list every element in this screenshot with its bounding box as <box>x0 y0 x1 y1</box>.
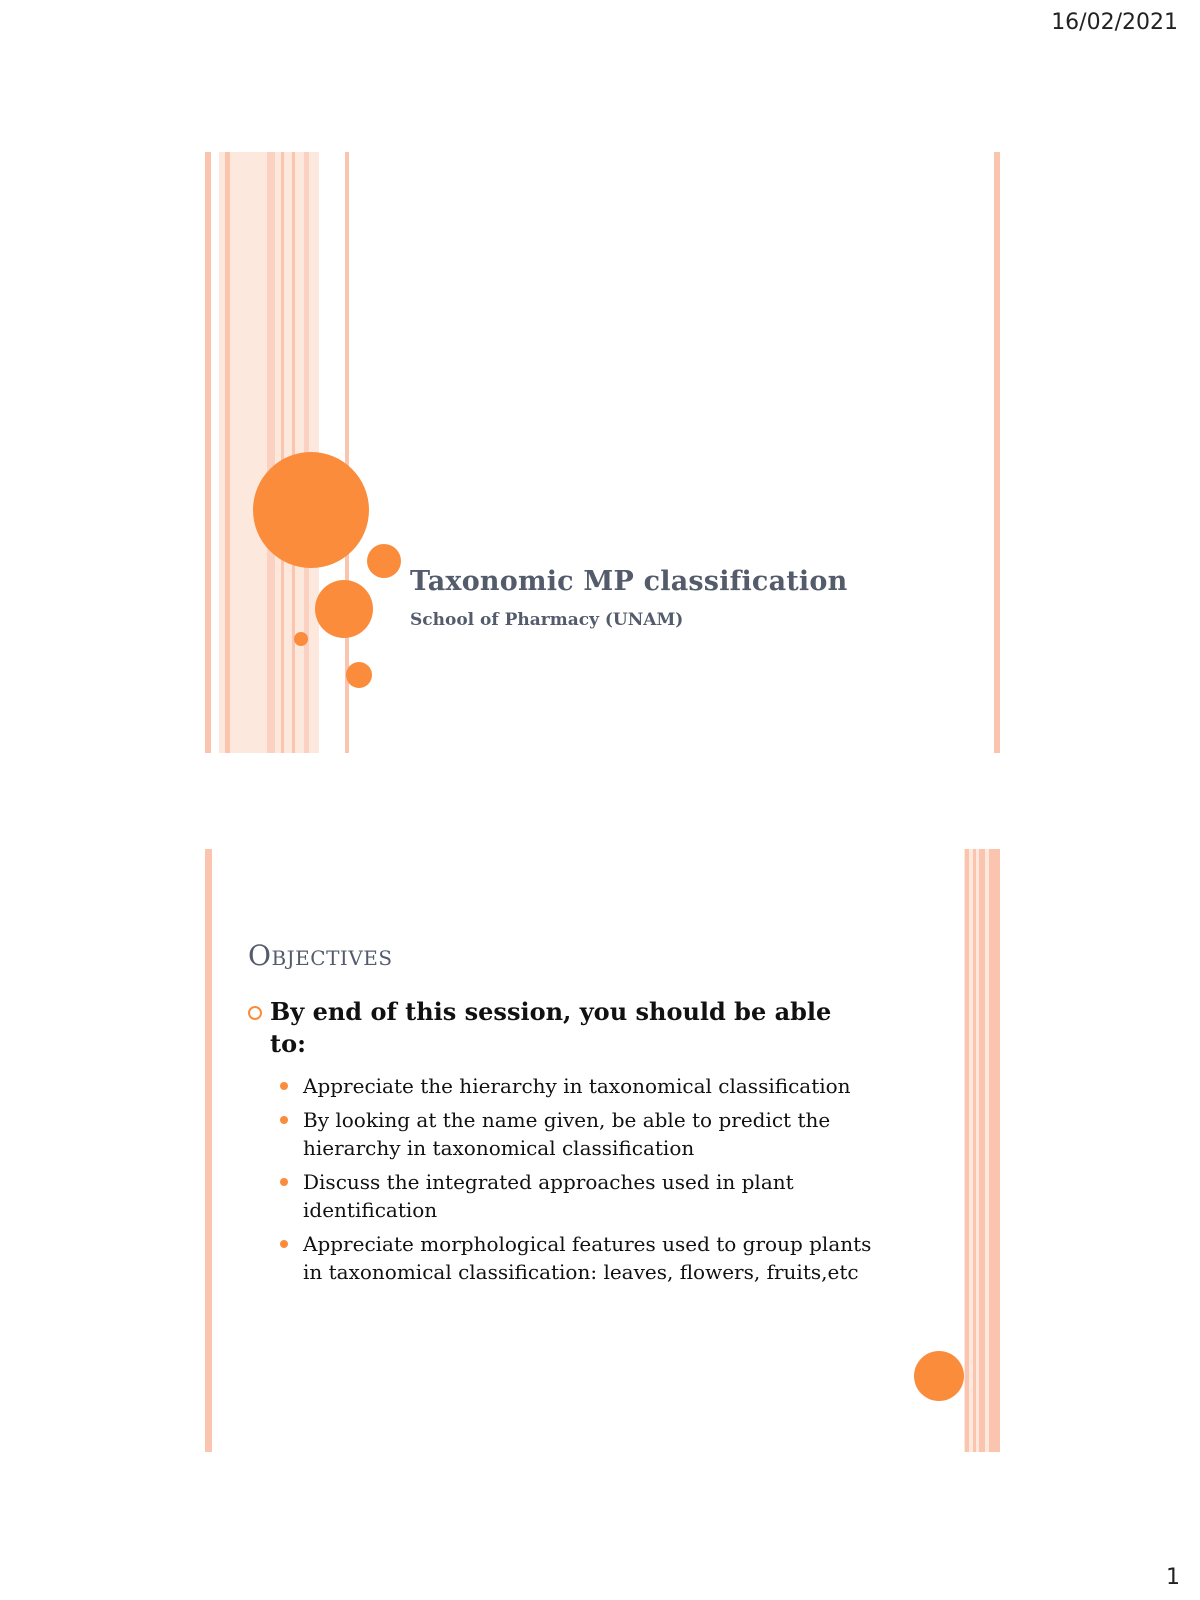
page-number: 1 <box>1166 1565 1180 1590</box>
dot-bullet-icon <box>280 1116 288 1124</box>
decor-circle-large <box>253 452 369 568</box>
ring-bullet-icon <box>248 1006 262 1020</box>
slide-title: Taxonomic MP classification <box>410 566 848 597</box>
decor-circle <box>914 1351 964 1401</box>
decor-circle <box>346 662 372 688</box>
slide-title: Objectives <box>248 939 393 972</box>
slide-subtitle: School of Pharmacy (UNAM) <box>410 610 684 630</box>
list-item <box>280 1230 880 1286</box>
decor-circle <box>294 632 308 646</box>
slide-2-thumbnail <box>205 849 1000 1452</box>
decor-stripe <box>979 849 985 1452</box>
dot-bullet-icon <box>280 1240 288 1248</box>
decor-stripe <box>965 849 969 1452</box>
decor-stripe <box>292 152 295 753</box>
decor-stripe <box>973 849 976 1452</box>
list-item-text: By looking at the name given, be able to predict the hierarchy in taxonomical classification <box>303 1108 831 1160</box>
decor-stripe <box>205 152 211 753</box>
dot-bullet-icon <box>280 1082 288 1090</box>
decor-stripe <box>225 152 230 753</box>
objectives-list <box>280 1072 880 1292</box>
decor-stripe <box>281 152 284 753</box>
decor-circle <box>315 580 373 638</box>
list-item <box>280 1106 880 1162</box>
decor-stripe <box>994 152 1000 753</box>
list-item-text: Discuss the integrated approaches used in plant identification <box>303 1170 794 1222</box>
slide-1-thumbnail <box>205 152 1000 753</box>
decor-stripe <box>345 152 349 753</box>
list-item <box>280 1072 880 1100</box>
decor-stripe <box>989 849 1000 1452</box>
list-item-text: Appreciate the hierarchy in taxonomical classification <box>303 1074 851 1098</box>
decor-circle <box>367 544 401 578</box>
main-bullet-text: By end of this session, you should be able to: <box>270 997 832 1058</box>
print-date: 16/02/2021 <box>1051 10 1178 35</box>
decor-stripe <box>205 849 212 1452</box>
list-item <box>280 1168 880 1224</box>
list-item-text: Appreciate morphological features used to group plants in taxonomical classification: leaves, flowers, fruits,etc <box>303 1232 872 1284</box>
decor-stripe <box>267 152 275 753</box>
main-bullet <box>248 996 868 1060</box>
dot-bullet-icon <box>280 1178 288 1186</box>
